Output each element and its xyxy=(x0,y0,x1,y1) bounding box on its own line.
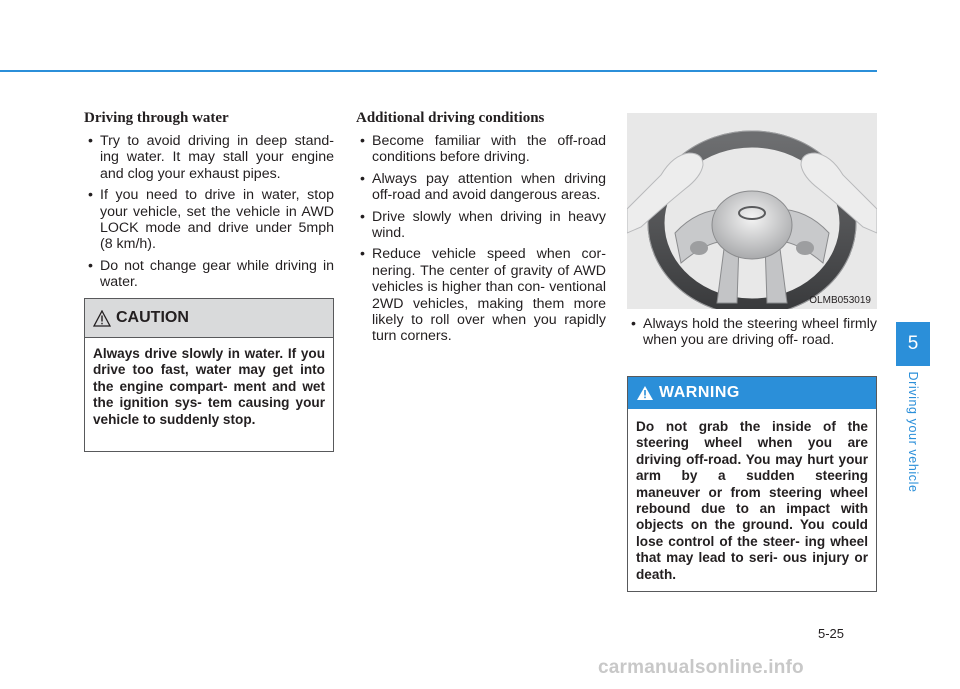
list-item: • If you need to drive in water, stop your vehicle, set the vehicle in AWD LOCK mode and drive under 5mph (8 km/h). xyxy=(84,187,334,253)
figure-code: OLMB053019 xyxy=(809,295,871,306)
warning-header xyxy=(628,377,876,409)
list-item: • Do not change gear while driving in water. xyxy=(84,258,334,291)
caution-header xyxy=(85,299,333,338)
list-item: • Always pay attention when driving off-road and avoid dangerous areas. xyxy=(356,171,606,204)
section-steering-note xyxy=(627,316,877,354)
warning-text: Do not grab the inside of the steering wheel when you are driving off-road. You may hurt your arm by a sudden steering maneuver or from steering wheel rebound due to an impact with objects on the ground. You could lose control of the steer- ing wheel that may lead to seri- ous injury or death. xyxy=(636,419,868,582)
bullet-list xyxy=(356,133,606,345)
warning-triangle-filled-icon xyxy=(636,385,654,401)
top-rule xyxy=(0,70,877,72)
chapter-number: 5 xyxy=(907,333,919,354)
section-driving-through-water xyxy=(84,110,334,296)
warning-box xyxy=(627,376,877,592)
chapter-tab xyxy=(896,322,930,366)
page-number: 5-25 xyxy=(818,626,845,641)
warning-triangle-outline-icon xyxy=(93,310,111,327)
list-item: • Always hold the steering wheel firmly when you are driving off- road. xyxy=(627,316,877,349)
steering-wheel-hands-icon xyxy=(627,113,877,309)
bullet-list xyxy=(627,316,877,349)
warning-title: WARNING xyxy=(659,384,740,401)
caution-box xyxy=(84,298,334,452)
section-heading: Additional driving conditions xyxy=(356,110,545,126)
watermark: carmanualsonline.info xyxy=(598,657,804,678)
caution-title: CAUTION xyxy=(116,309,189,326)
list-item: • Reduce vehicle speed when cor- nering. The center of gravity of AWD vehicles is higher than con- ventional 2WD vehicles, making them more likely to roll over when you rapidly turn corners. xyxy=(356,246,606,344)
section-heading: Driving through water xyxy=(84,110,229,126)
caution-text: Always drive slowly in water. If you drive too fast, water may get into the engine compart- ment and wet the ignition sys- tem causing your vehicle to suddenly stop. xyxy=(93,346,325,427)
chapter-label: Driving your vehicle xyxy=(906,371,920,493)
steering-wheel-figure xyxy=(627,113,877,309)
list-item: • Become familiar with the off-road conditions before driving. xyxy=(356,133,606,166)
bullet-list xyxy=(84,133,334,291)
list-item: • Drive slowly when driving in heavy wind. xyxy=(356,209,606,242)
list-item: • Try to avoid driving in deep stand- ing water. It may stall your engine and clog your exhaust pipes. xyxy=(84,133,334,182)
section-additional-driving-conditions xyxy=(356,110,606,350)
